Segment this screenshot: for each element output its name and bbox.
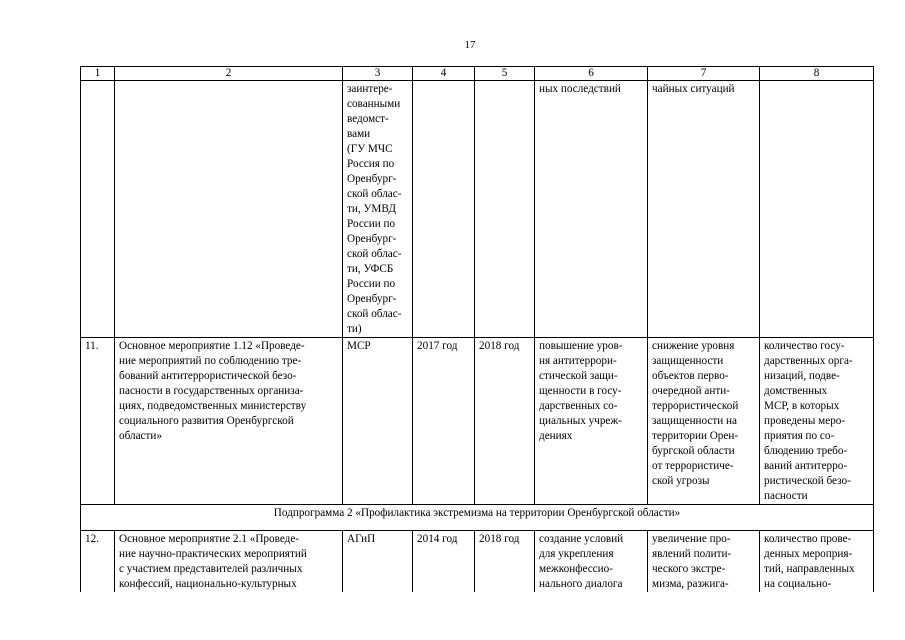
text-line: заинтере- <box>347 83 393 95</box>
column-header: 8 <box>760 67 874 81</box>
text-line: социального развития Оренбургской <box>119 415 294 427</box>
consequence-cell <box>648 531 760 593</box>
text-line: повышение уров- <box>539 340 623 352</box>
text-line: сованными <box>347 98 401 110</box>
indicator-cell <box>760 531 874 593</box>
text-line: ти) <box>347 323 362 335</box>
text-line: количество госу- <box>764 340 845 352</box>
measure-title-cell <box>115 338 343 505</box>
text-line: бований антитеррористической безо- <box>119 370 297 382</box>
text-line: явлений полити- <box>652 548 732 560</box>
text-line: вами <box>347 128 371 140</box>
column-header: 2 <box>115 67 343 81</box>
consequence-cell <box>648 81 760 338</box>
text-line: МСР, в которых <box>764 400 840 412</box>
text-line: ваний антитерро- <box>764 460 848 472</box>
start-year-cell: 2014 год <box>413 531 475 593</box>
text-line: Россия по <box>347 158 395 170</box>
row-number-cell: 11. <box>81 338 115 505</box>
text-line: ня антитеррори- <box>539 355 617 367</box>
column-header: 1 <box>81 67 115 81</box>
measure-title-cell <box>115 531 343 593</box>
text-line: Оренбург- <box>347 233 397 245</box>
expected-result-cell <box>535 81 648 338</box>
table-row-continued <box>81 81 874 338</box>
text-line: чайных ситуаций <box>652 83 735 95</box>
text-line: Оренбург- <box>347 173 397 185</box>
text-line: ской облас- <box>347 308 402 320</box>
start-year-cell <box>413 81 475 338</box>
text-line: низаций, подве- <box>764 370 840 382</box>
text-line: блюдению требо- <box>764 445 848 457</box>
text-line: Оренбург- <box>347 293 397 305</box>
text-line: ской угрозы <box>652 475 710 487</box>
text-line: тий, направленных <box>764 563 855 575</box>
executor-cell: АГиП <box>343 531 413 593</box>
text-line: ние научно-практических мероприятий <box>119 548 307 560</box>
measure-title-cell <box>115 81 343 338</box>
text-line: денных мероприя- <box>764 548 853 560</box>
subprogram-row <box>81 505 874 531</box>
column-header: 4 <box>413 67 475 81</box>
text-line: ской облас- <box>347 248 402 260</box>
text-line: защищенности на <box>652 415 738 427</box>
text-line: России по <box>347 278 396 290</box>
text-line: приятия по со- <box>764 430 835 442</box>
text-line: России по <box>347 218 396 230</box>
end-year-cell <box>475 81 535 338</box>
column-header: 6 <box>535 67 648 81</box>
text-line: ных последствий <box>539 83 621 95</box>
text-line: бургской области <box>652 445 735 457</box>
text-line: (ГУ МЧС <box>347 143 393 155</box>
text-line: для укрепления <box>539 548 614 560</box>
text-line: дарственных со- <box>539 400 618 412</box>
text-line: ние мероприятий по соблюдению тре- <box>119 355 302 367</box>
consequence-cell <box>648 338 760 505</box>
text-line: пасности в государственных организа- <box>119 385 304 397</box>
indicator-cell <box>760 81 874 338</box>
text-line: домственных <box>764 385 828 397</box>
end-year-cell: 2018 год <box>475 338 535 505</box>
text-line: нального диалога <box>539 578 623 590</box>
text-line: Основное мероприятие 1.12 «Проведе- <box>119 340 305 352</box>
text-line: ти, УФСБ <box>347 263 394 275</box>
text-line: террористической <box>652 400 739 412</box>
text-line: Основное мероприятие 2.1 «Проведе- <box>119 533 300 545</box>
text-line: очередной анти- <box>652 385 730 397</box>
text-line: от террористиче- <box>652 460 734 472</box>
text-line: конфессий, национально-культурных <box>119 578 297 590</box>
text-line: снижение уровня <box>652 340 735 352</box>
text-line: увеличение про- <box>652 533 731 545</box>
text-line: ристической безо- <box>764 475 851 487</box>
subprogram-heading: Подпрограмма 2 «Профилактика экстремизма на территории Оренбургской области» <box>81 505 874 531</box>
start-year-cell: 2017 год <box>413 338 475 505</box>
executor-cell <box>343 81 413 338</box>
expected-result-cell <box>535 531 648 593</box>
text-line: циальных учреж- <box>539 415 622 427</box>
text-line: проведены меро- <box>764 415 846 427</box>
text-line: защищенности <box>652 355 724 367</box>
text-line: дарственных орга- <box>764 355 853 367</box>
text-line: ской облас- <box>347 188 402 200</box>
text-line: ческого экстре- <box>652 563 726 575</box>
executor-cell: МСР <box>343 338 413 505</box>
indicator-cell <box>760 338 874 505</box>
text-line: межконфессио- <box>539 563 613 575</box>
table-row-11 <box>81 338 874 505</box>
page-number: 17 <box>464 39 476 51</box>
row-number-cell: 12. <box>81 531 115 593</box>
text-line: мизма, разжига- <box>652 578 729 590</box>
text-line: циях, подведомственных министерству <box>119 400 307 412</box>
column-number-header-row <box>81 67 874 81</box>
column-header: 5 <box>475 67 535 81</box>
text-line: области» <box>119 430 162 442</box>
table-row-12 <box>81 531 874 593</box>
text-line: щенности в госу- <box>539 385 622 397</box>
text-line: количество прове- <box>764 533 852 545</box>
text-line: пасности <box>764 490 808 502</box>
row-number-cell <box>81 81 115 338</box>
text-line: стической защи- <box>539 370 618 382</box>
text-line: с участием представителей различных <box>119 563 303 575</box>
text-line: на социально- <box>764 578 832 590</box>
text-line: территории Орен- <box>652 430 739 442</box>
measures-table <box>80 66 874 592</box>
text-line: объектов перво- <box>652 370 729 382</box>
text-line: ведомст- <box>347 113 389 125</box>
text-line: дениях <box>539 430 573 442</box>
text-line: ти, УМВД <box>347 203 397 215</box>
end-year-cell: 2018 год <box>475 531 535 593</box>
column-header: 3 <box>343 67 413 81</box>
expected-result-cell <box>535 338 648 505</box>
text-line: создание условий <box>539 533 624 545</box>
column-header: 7 <box>648 67 760 81</box>
